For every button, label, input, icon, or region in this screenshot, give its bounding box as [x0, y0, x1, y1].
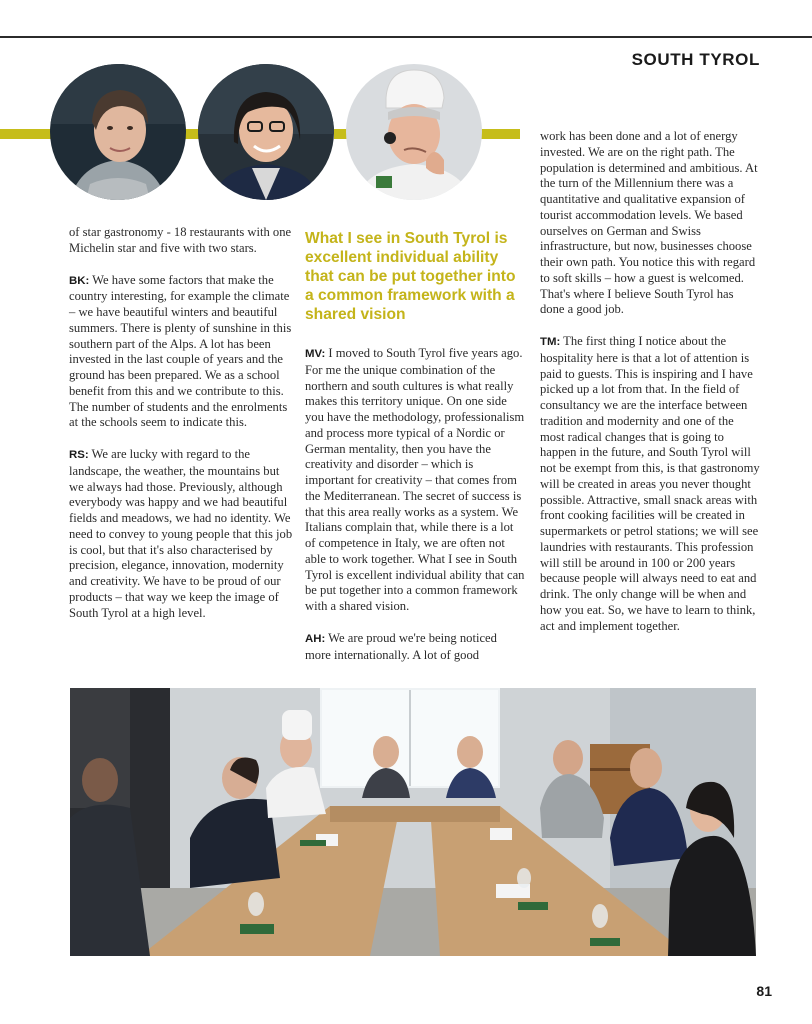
col3-lead: work has been done and a lot of energy invested. We are on the right path. The population is determined and ambitious. At the turn of the Millennium there was a quantitative and qualitative expansion of tourist accommodation levels. We based ourselves on German and Swiss infrastructure, but now, businesses choose their own path. You notice this with regard to soft skills – how a guest is welcomed. That's where I believe South Tyrol has done a good job. [540, 129, 758, 317]
text-column-1 [69, 225, 293, 637]
paragraph-bk-text: We have some factors that make the country interesting, for example the climate – we have beautiful winters and beautiful summers. There is plenty of sunshine in this southern part of the Alps. A lot has been invested in the last couple of years and the ground has been prepared. We as a school benefit from this and we contribute to this. The number of students and the enrolments at the schools seem to indicate this. [69, 272, 292, 430]
page-number: 81 [756, 983, 772, 999]
paragraph-ah-text: We are proud we're being noticed more internationally. A lot of good [305, 630, 497, 662]
paragraph-mv [305, 346, 525, 615]
speaker-mv: MV: [305, 348, 326, 360]
text-column-3 [540, 129, 760, 650]
text-column-2 [305, 229, 525, 679]
col1-lead: of star gastronomy - 18 restaurants with one Michelin star and five with two stars. [69, 225, 292, 255]
paragraph-bk [69, 273, 293, 432]
speaker-ah: AH: [305, 632, 326, 645]
accent-bar-right [480, 129, 520, 139]
paragraph-ah [305, 631, 525, 664]
paragraph-tm [540, 334, 760, 634]
pull-quote: What I see in South Tyrol is excellent individual ability that can be put together into a common framework with a shared vision [305, 230, 516, 323]
paragraph-rs [69, 447, 293, 621]
speaker-tm: TM: [540, 336, 561, 348]
roundtable-meeting-photo [70, 688, 756, 956]
paragraph-tm-text: The first thing I notice about the hospitality here is that a lot of attention is paid to guests. This is inspiring and I have picked up a lot from that. In the field of consultancy we are the interface between tradition and modernity and one of the most radical changes that is going to happen in the future, and South Tyrol will not be exempt from this, is that gastronomy will be created in areas you never thought possible. Attractive, small snack areas with front cooking facilities will be created in supermarkets or petrol stations; we will see laundries with restaurants. This profession will still be around in 100 or 200 years because people will always need to eat and drink. The only change will be when and how you eat. So, we have to learn to think, act and implement together. [540, 334, 760, 633]
portrait-woman-grey-hair [50, 64, 186, 200]
speaker-bk: BK: [69, 274, 90, 287]
speaker-rs: RS: [69, 449, 89, 461]
portrait-chef-headset [346, 64, 482, 200]
top-rule [0, 36, 812, 38]
paragraph-mv-text: I moved to South Tyrol five years ago. For me the unique combination of the northern and south cultures is what really makes this territory unique. On one side you have the methodology, professionalism and process more typical of a Nordic or German mentality, then you have the creativity and disorder – which is important for creativity – that comes from the Mediterranean. The secret of success is that this area really works as a system. We Italians complain that, while there is a lot of competence in Italy, we are often not able to work together. What I see in South Tyrol is excellent individual ability that can be put together into a common framework with a shared vision. [305, 346, 525, 613]
paragraph-rs-text: We are lucky with regard to the landscape, the weather, the mountains but we always had those. Previously, although everybody was happy and we had beautiful fields and meadows, we had no identity. We need to convey to young people that this job is cool, but that it's also characterised by precision, elegance, innovation, modernity and creativity. We have to be proud of our products – that way we keep the image of South Tyrol at a high level. [69, 447, 293, 620]
section-title: SOUTH TYROL [631, 50, 760, 69]
portrait-woman-glasses [198, 64, 334, 200]
